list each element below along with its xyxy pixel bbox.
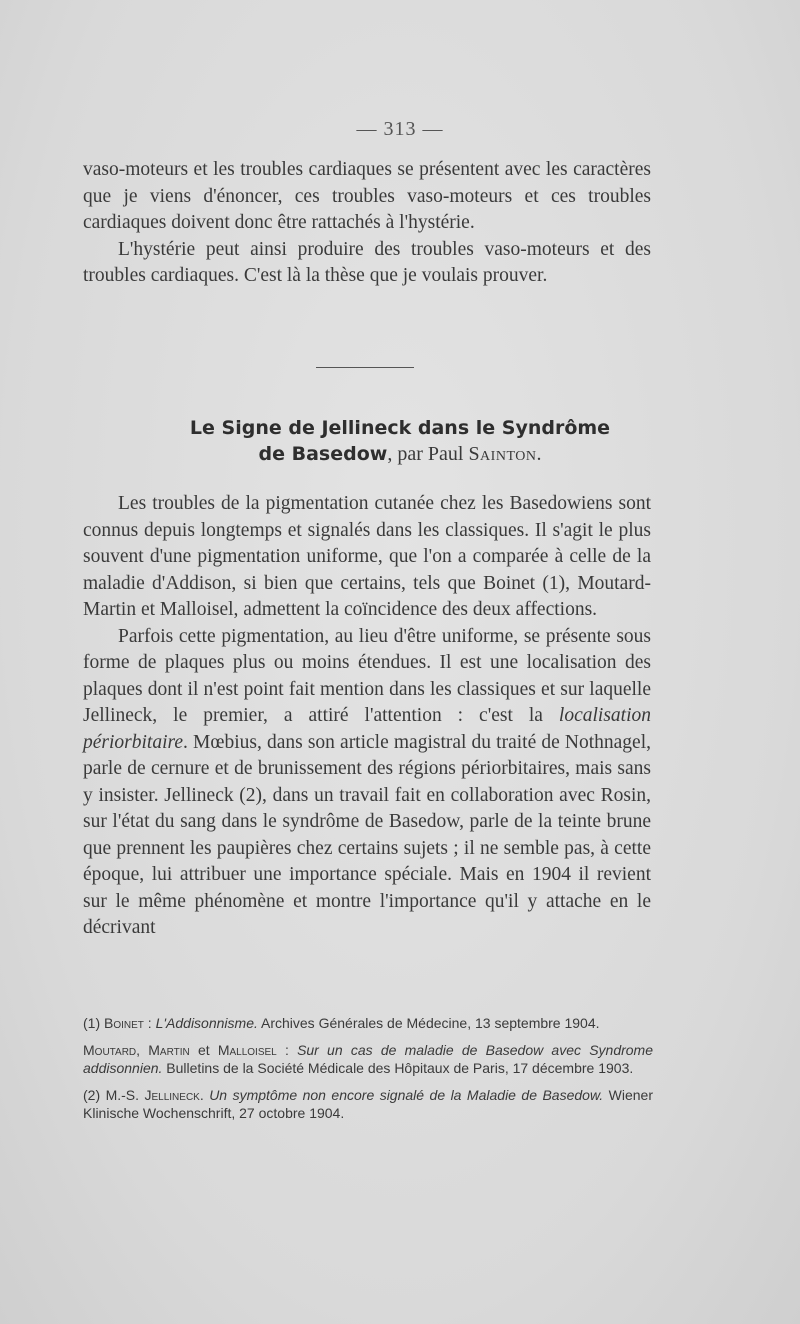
- title-by: , par Paul: [387, 443, 469, 465]
- footnote-1-author: Boinet: [104, 1015, 144, 1031]
- footnote-2: [83, 1086, 653, 1122]
- footnote-2-title: Un symptôme non encore signalé de la Maladie de Basedow.: [203, 1087, 604, 1103]
- footnote-1b-sep: :: [276, 1042, 298, 1058]
- footnote-1-source: Archives Générales de Médecine, 13 septembre 1904.: [257, 1015, 600, 1031]
- footnote-1: [83, 1014, 653, 1032]
- title-author: Sainton: [468, 443, 537, 465]
- footnote-1b-author-1: Moutard, Martin: [83, 1042, 190, 1058]
- footnote-1b: [83, 1041, 653, 1077]
- article-paragraph-2-italic: localisation périorbitaire: [83, 705, 651, 753]
- footnote-1-number: (1): [83, 1015, 104, 1031]
- title-line-1: Le Signe de Jellineck dans le Syndrôme: [189, 417, 611, 439]
- article-paragraph-2-part-b: . Mœbius, dans son article magistral du traité de Nothnagel, parle de cernure et de brunissement des régions périorbitaires, mais sans y insister. Jellineck (2), dans un travail fait en collaboration avec Rosin, sur l'état du sang dans le syndrôme de Basedow, parle de la teinte brune que prennent les paupières chez certains sujets ; il ne semble pas, à cette époque, lui attribuer une importance spéciale. Mais en 1904 il revient sur le même phénomène et montre l'importance qu'il y attache en le décrivant: [83, 731, 651, 938]
- section-divider: [316, 367, 414, 368]
- intro-paragraph-2: L'hystérie peut ainsi produire des troubles vaso-moteurs et des troubles cardiaques. C'est là la thèse que je voulais prouver.: [83, 238, 651, 286]
- article-title: [60, 415, 740, 467]
- footnote-1b-author-2: Malloisel: [217, 1042, 277, 1058]
- footnote-2-author: M.-S. Jellineck.: [105, 1087, 204, 1103]
- title-line-2: de Basedow: [258, 443, 388, 465]
- footnote-1b-source: Bulletins de la Société Médicale des Hôpitaux de Paris, 17 décembre 1903.: [162, 1060, 634, 1076]
- intro-text: [83, 157, 651, 290]
- footnotes: [83, 1014, 653, 1131]
- footnote-1b-et: et: [189, 1042, 218, 1058]
- footnote-2-source: Wiener Klinische Wochenschrift, 27 octobre 1904.: [83, 1087, 653, 1121]
- footnote-1-title: L'Addisonnisme.: [155, 1015, 258, 1031]
- article-paragraph-2: [83, 624, 651, 942]
- title-end: .: [536, 443, 542, 465]
- article-body: [83, 491, 651, 942]
- footnote-2-number: (2): [83, 1087, 106, 1103]
- page-number: — 313 —: [356, 118, 444, 140]
- footnote-1b-title: Sur un cas de maladie de Basedow avec Syndrome addisonnien.: [83, 1042, 654, 1076]
- article-paragraph-1: Les troubles de la pigmentation cutanée chez les Basedowiens sont connus depuis longtemps et signalés dans les classiques. Il s'agit le plus souvent d'une pigmentation uniforme, que l'on a comparée à celle de la maladie d'Addison, si bien que certains, tels que Boinet (1), Moutard-Martin et Malloisel, admettent la coïncidence des deux affections.: [83, 493, 651, 620]
- footnote-1-sep: :: [143, 1015, 156, 1031]
- article-paragraph-2-part-a: Parfois cette pigmentation, au lieu d'être uniforme, se présente sous forme de plaques plus ou moins étendues. Il est une localisation des plaques dont il n'est point fait mention dans les classiques et sur laquelle Jellineck, le premier, a attiré l'attention : c'est la: [83, 625, 651, 726]
- intro-paragraph-1: vaso-moteurs et les troubles cardiaques se présentent avec les caractères que je viens d'énoncer, ces troubles vaso-moteurs et ces troubles cardiaques doivent donc être rattachés à l'hystérie.: [83, 159, 651, 233]
